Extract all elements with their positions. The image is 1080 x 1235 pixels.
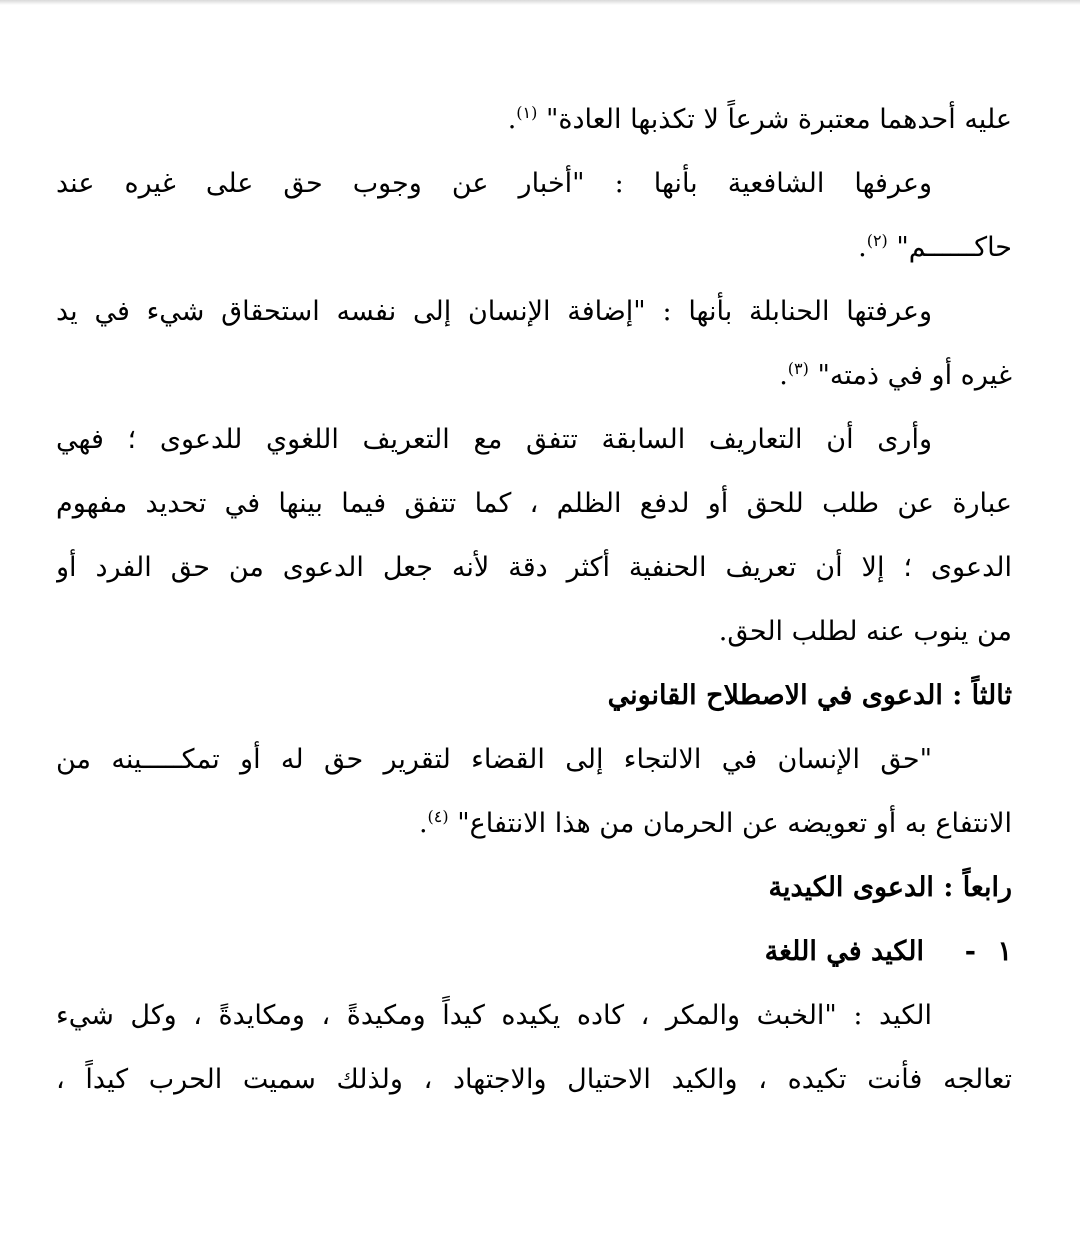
text-line: غيره أو في ذمته" $^{(٣)}$. xyxy=(779,359,1012,391)
footnote-ref[interactable]: (٤) xyxy=(427,807,449,826)
text-line: وأرى أن التعاريف السابقة تتفق مع التعريف اللغوي للدعوى ؛ فهي xyxy=(56,424,932,455)
subsection-heading: ١-الكيد في اللغة xyxy=(56,920,1012,984)
text-line: عبارة عن طلب للحق أو لدفع الظلم ، كما تتفق فيما بينها في تحديد مفهوم xyxy=(56,488,1012,519)
text-line: الكيد : "الخبث والمكر ، كاده يكيده كيداً ومكيدةً ، ومكايدةً ، وكل شيء xyxy=(56,1000,932,1031)
text-line: تعالجه فأنت تكيده ، والكيد الاحتيال والاجتهاد ، ولذلك سميت الحرب كيداً ، xyxy=(56,1064,1012,1095)
footnote-ref[interactable]: (٢) xyxy=(866,231,888,250)
item-dash: - xyxy=(964,936,976,967)
text-line: حاكــــــم" $^{(٢)}$. xyxy=(858,231,1012,263)
text-line: وعرفها الشافعية بأنها : "أخبار عن وجوب حق على غيره عند xyxy=(56,168,932,199)
text-line: الانتفاع به أو تعويضه عن الحرمان من هذا الانتفاع" $^{(٤)}$. xyxy=(418,807,1012,839)
text-line: الدعوى ؛ إلا أن تعريف الحنفية أكثر دقة لأنه جعل الدعوى من حق الفرد أو xyxy=(56,552,1012,583)
footnote-ref[interactable]: (٣) xyxy=(787,359,809,378)
section-heading: رابعاً : الدعوى الكيدية xyxy=(768,872,1012,903)
footnote-ref[interactable]: (١) xyxy=(516,103,538,122)
text-line: من ينوب عنه لطلب الحق. xyxy=(718,616,1012,647)
text-line: وعرفتها الحنابلة بأنها : "إضافة الإنسان إلى نفسه استحقاق شيء في يد xyxy=(56,296,932,327)
section-heading: ثالثاً : الدعوى في الاصطلاح القانوني xyxy=(607,680,1012,711)
item-number: ١ xyxy=(997,936,1012,967)
text-line: "حق الإنسان في الالتجاء إلى القضاء لتقرير حق له أو تمكـــــينه من xyxy=(56,744,932,775)
page-top-edge xyxy=(0,0,1080,5)
text-line: عليه أحدهما معتبرة شرعاً لا تكذبها العادة" $^{(١)}$. xyxy=(507,103,1012,135)
document-page xyxy=(56,88,1012,1112)
